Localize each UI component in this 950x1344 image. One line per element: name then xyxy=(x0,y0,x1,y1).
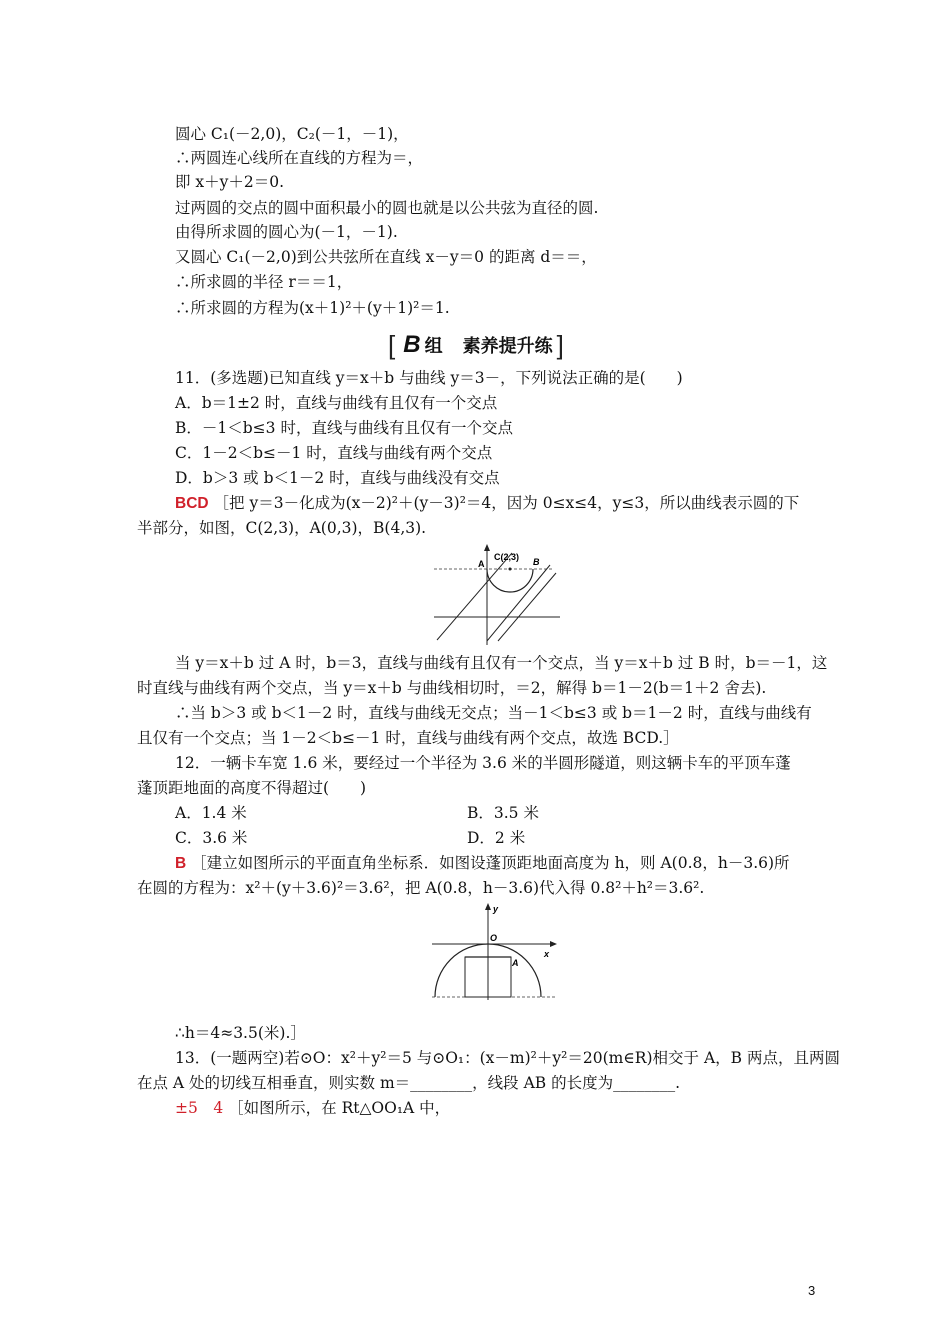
text-line: ∴所求圆的半径 r＝＝1， xyxy=(175,273,353,291)
solution-line: ∴h＝4≈3.5(米).］ xyxy=(175,1024,306,1042)
answer-key: BCD xyxy=(175,495,209,512)
line-through-b xyxy=(487,565,550,641)
line-through-a xyxy=(437,553,512,640)
label-x: x xyxy=(544,949,550,959)
solution-line: 在圆的方程为：x²＋(y＋3.6)²＝3.6²，把 A(0.8，h－3.6)代入得 0.8²＋h²＝3.6². xyxy=(137,879,705,897)
text-line: ∴两圆连心线所在直线的方程为＝， xyxy=(175,149,424,167)
solution-line xyxy=(175,492,799,515)
group-label: 组 xyxy=(424,336,443,356)
label-a: A xyxy=(512,958,519,968)
question-13-stem: 在点 A 处的切线互相垂直，则实数 m＝________，线段 AB 的长度为________. xyxy=(137,1074,681,1092)
bracket-left: [ xyxy=(388,329,396,360)
question-11-stem: 11．(多选题)已知直线 y＝x＋b 与曲线 y＝3－，下列说法正确的是( ) xyxy=(175,369,683,387)
question-12-stem: 12．一辆卡车宽 1.6 米，要经过一个半径为 3.6 米的半圆形隧道，则这辆卡车的平顶车蓬 xyxy=(175,754,791,772)
section-title: 素养提升练 xyxy=(462,336,553,356)
label-a: A xyxy=(478,559,485,569)
question-12-stem: 蓬顶距地面的高度不得超过( ) xyxy=(137,779,367,797)
text-line: 过两圆的交点的圆中面积最小的圆也就是以公共弦为直径的圆. xyxy=(175,199,599,217)
answer-key: B xyxy=(175,855,187,872)
option-c: C．1－2＜b≤－1 时，直线与曲线有两个交点 xyxy=(175,444,493,462)
group-letter: B xyxy=(403,331,421,358)
solution-line xyxy=(175,1097,450,1119)
y-axis-arrow xyxy=(484,544,490,551)
bracket-right: ] xyxy=(556,329,564,360)
text-line: 即 x＋y＋2＝0. xyxy=(175,173,285,191)
option-d: D．2 米 xyxy=(467,829,526,847)
solution-line: ∴当 b＞3 或 b＜1－2 时，直线与曲线无交点；当－1＜b≤3 或 b＝1－2 时，直线与曲线有 xyxy=(175,704,812,722)
y-axis-arrow xyxy=(485,903,491,910)
option-a: A．b＝1±2 时，直线与曲线有且仅有一个交点 xyxy=(175,394,498,412)
option-d: D．b＞3 或 b＜1－2 时，直线与曲线没有交点 xyxy=(175,469,500,487)
solution-line xyxy=(175,852,790,875)
text-line: ∴所求圆的方程为(x＋1)²＋(y＋1)²＝1. xyxy=(175,299,450,317)
solution-line: 时直线与曲线有两个交点，当 y＝x＋b 与曲线相切时，＝2，解得 b＝1－2(b＝1＋2 舍去). xyxy=(137,679,767,697)
label-b: B xyxy=(533,557,540,567)
solution-text: ［把 y＝3－化成为(x－2)²＋(y－3)²＝4，因为 0≤x≤4，y≤3，所以曲线表示圆的下 xyxy=(213,494,800,512)
option-a: A．1.4 米 xyxy=(175,804,247,822)
solution-line: 当 y＝x＋b 过 A 时，b＝3，直线与曲线有且仅有一个交点，当 y＝x＋b 过 B 时，b＝－1，这 xyxy=(175,654,828,672)
tangent-line xyxy=(498,573,556,641)
solution-line: 且仅有一个交点；当 1－2＜b≤－1 时，直线与曲线有两个交点，故选 BCD.］ xyxy=(137,729,679,747)
semicircle xyxy=(487,569,533,592)
option-b: B．－1＜b≤3 时，直线与曲线有且仅有一个交点 xyxy=(175,419,513,437)
figure-semicircle-lines xyxy=(432,543,562,645)
text-line: 圆心 C₁(－2,0)，C₂(－1，－1)， xyxy=(175,125,409,143)
section-banner xyxy=(388,330,564,360)
center-point xyxy=(509,568,512,571)
text-line: 又圆心 C₁(－2,0)到公共弦所在直线 x－y＝0 的距离 d＝＝， xyxy=(175,248,597,266)
label-o: O xyxy=(490,933,498,943)
solution-text: ［如图所示，在 Rt△OO₁A 中， xyxy=(228,1099,451,1117)
solution-text: ［建立如图所示的平面直角坐标系．如图设蓬顶距地面高度为 h，则 A(0.8，h－3.6)所 xyxy=(191,854,790,872)
option-b: B．3.5 米 xyxy=(467,804,539,822)
text-line: 由得所求圆的圆心为(－1，－1). xyxy=(175,223,398,241)
solution-line: 半部分，如图，C(2,3)，A(0,3)，B(4,3). xyxy=(137,519,427,537)
question-13-stem: 13．(一题两空)若⊙O：x²＋y²＝5 与⊙O₁：(x－m)²＋y²＝20(m∈R)相交于 A，B 两点，且两圆 xyxy=(175,1049,840,1067)
option-c: C．3.6 米 xyxy=(175,829,248,847)
answer-key: ±5 4 xyxy=(175,1099,224,1117)
figure-tunnel xyxy=(430,900,560,1002)
x-axis-arrow xyxy=(550,941,557,947)
label-c: C(2,3) xyxy=(494,552,520,562)
label-y: y xyxy=(493,904,499,914)
page-number: 3 xyxy=(808,1283,816,1298)
